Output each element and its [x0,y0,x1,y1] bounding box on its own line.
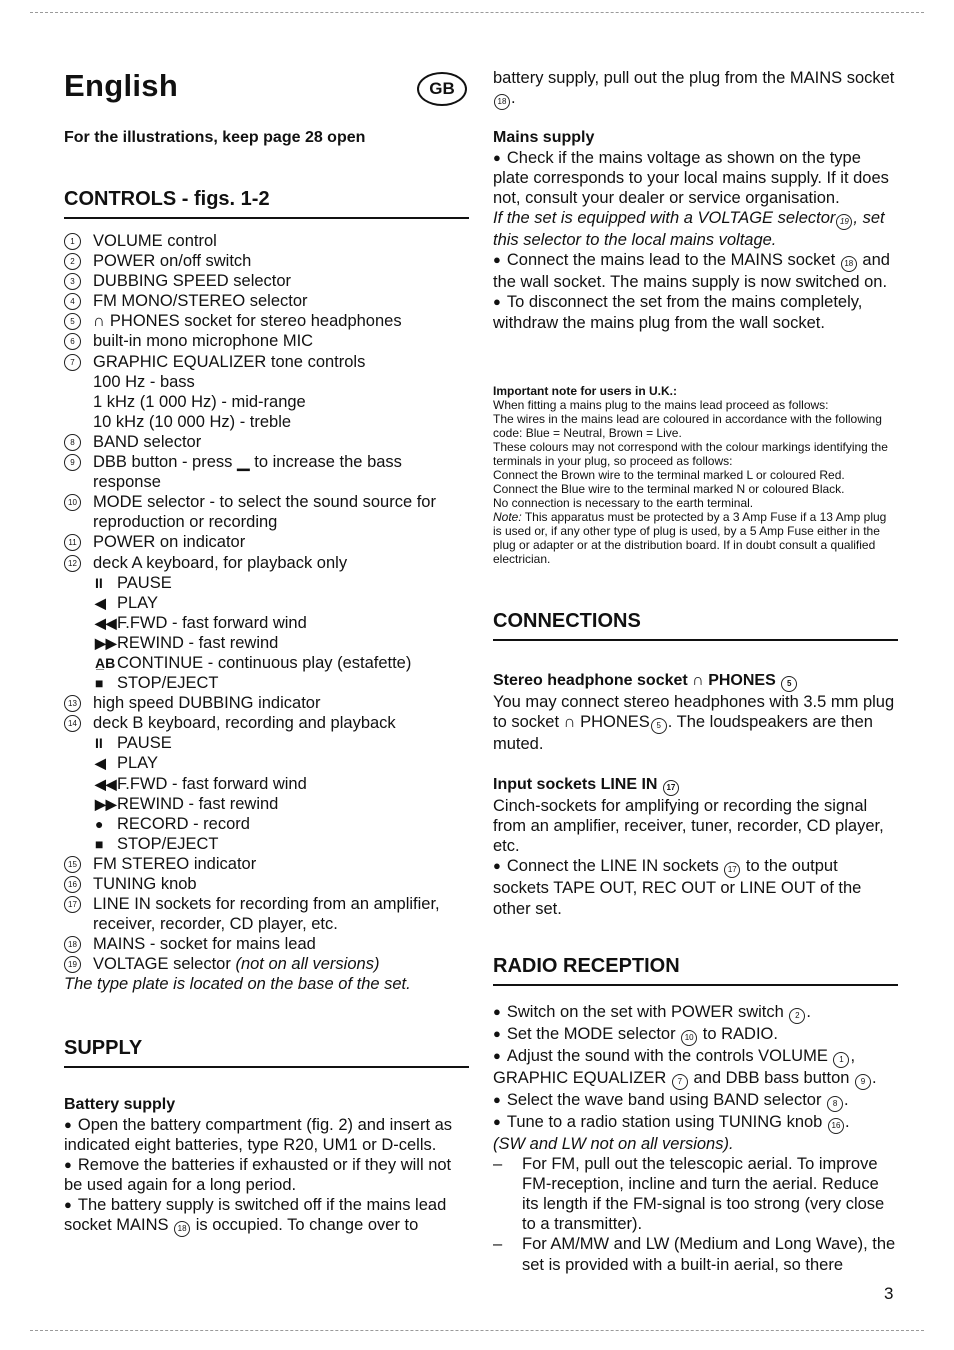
controls-section [64,188,469,995]
control-item: 2 POWER on/off switch [64,251,469,271]
deck-b-key: ● RECORD - record [95,814,250,833]
control-item: 15 FM STEREO indicator [64,854,469,874]
uk-note-line: When fitting a mains plug to the mains lead proceed as follows: [493,398,829,412]
radio-steps [493,1002,898,1275]
line-in-title: Input sockets LINE IN 17 [493,775,898,796]
deck-b-key: ■ STOP/EJECT [95,834,219,853]
fm-aerial-note: – For FM, pull out the telescopic aerial. To improve FM-reception, incline and turn the aerial. Reduce its length if the FM-signal is too strong (very close to a transmitter). [493,1155,885,1234]
deck-a-key: II PAUSE [95,573,172,592]
uk-note-line: Connect the Blue wire to the terminal marked N or coloured Black. [493,482,845,496]
uk-note-line: The wires in the mains lead are coloured in accordance with the following code: Blue = Neutral, Brown = Live. [493,412,882,440]
battery-step: ● Remove the batteries if exhausted or if they will not be used again for a long period. [64,1155,469,1195]
control-item: 4 FM MONO/STEREO selector [64,291,469,311]
mains-step: ● Connect the mains lead to the MAINS socket 18 and the wall socket. The mains supply is now switched on. [493,250,898,292]
control-item: 1 VOLUME control [64,231,469,251]
stop-icon: ■ [95,675,104,692]
deck-b-key: ◀◀F.FWD - fast forward wind [95,774,307,793]
play-icon: ◀ [95,594,106,611]
radio-step: ● Set the MODE selector 10 to RADIO. [493,1024,898,1046]
control-item: 14 deck B keyboard, recording and playback [64,713,469,733]
controls-list [64,231,469,995]
uk-note-line: These colours may not correspond with the colour markings identifying the terminals in your plug, so proceed as follows: [493,440,888,468]
type-plate-note: The type plate is located on the base of the set. [64,975,411,994]
control-item: 6 built-in mono microphone MIC [64,331,469,351]
scan-edge-bottom [30,1330,924,1331]
battery-supply-title: Battery supply [64,1096,176,1113]
radio-step: ● Switch on the set with POWER switch 2 . [493,1002,898,1024]
control-item: 8 BAND selector [64,432,469,452]
language-title: English [64,68,179,103]
headphone-icon: ∩ [93,312,105,331]
rewind-icon: ▶▶ [95,634,117,651]
fast-forward-icon: ◀◀ [95,614,117,631]
mains-step: ● Check if the mains voltage as shown on the type plate corresponds to your local mains supply. If it does not, consult your dealer or service organisation. [493,148,898,208]
deck-a-key: ■ STOP/EJECT [95,674,219,693]
radio-step: ● Adjust the sound with the controls VOLUME 1 , GRAPHIC EQUALIZER 7 and DBB bass button 9 . [493,1046,898,1090]
uk-note-line: No connection is necessary to the earth terminal. [493,496,754,510]
connections-section [493,610,898,919]
connections-heading: CONNECTIONS [493,610,898,641]
line-in-block [493,775,898,918]
uk-fuse-note: Note: This apparatus must be protected by a 3 Amp Fuse if a 13 Amp plug is used or, if any other type of plug is used, by a 5 Amp Fuse either in the plug or adapter or at the distribution board. If in doubt consult a qualified electrician. [493,510,887,566]
supply-heading: SUPPLY [64,1037,469,1068]
headphone-block [493,671,898,754]
control-item: 7 GRAPHIC EQUALIZER tone controls [64,352,469,372]
stop-icon: ■ [95,835,104,852]
pause-icon: II [95,735,103,752]
mains-voltage-note: If the set is equipped with a VOLTAGE selector 19 , set this selector to the local mains voltage. [493,209,885,250]
control-item: 9 DBB button - press ▁ to increase the bass response [64,452,469,492]
control-item: 16 TUNING knob [64,874,469,894]
battery-step: ● The battery supply is switched off if the mains lead socket MAINS 18 is occupied. To change over to [64,1195,469,1237]
uk-note-title: Important note for users in U.K.: [493,384,678,398]
eq-band: 100 Hz - bass [93,372,195,391]
controls-heading: CONTROLS - figs. 1-2 [64,188,469,219]
uk-note-line: Connect the Brown wire to the terminal marked L or coloured Red. [493,468,845,482]
continue-icon: A̲B [95,654,116,671]
line-in-text: Cinch-sockets for amplifying or recording the signal from an amplifier, receiver, tuner, recorder, CD player, etc. [493,797,884,856]
scan-edge-top [30,12,924,13]
illustration-note: For the illustrations, keep page 28 open [64,129,366,146]
uk-note [493,384,898,566]
page-number: 3 [884,1284,894,1303]
radio-section [493,955,898,1275]
deck-a-key: A̲B CONTINUE - continuous play (estafette) [95,653,412,672]
deck-a-key: ◀◀F.FWD - fast forward wind [95,613,307,632]
headphone-icon: ∩ [692,672,704,689]
control-item: 5 ∩ PHONES socket for stereo headphones [64,311,469,331]
battery-supply-block [64,1095,469,1237]
record-icon: ● [95,815,104,832]
control-item: 19 VOLTAGE selector (not on all versions) [64,954,469,974]
battery-step: ● Open the battery compartment (fig. 2) and insert as indicated eight batteries, type R20, UM1 or D-cells. [64,1115,469,1155]
mains-supply-title: Mains supply [493,129,595,146]
headphone-title: Stereo headphone socket ∩ PHONES 5 [493,671,898,692]
control-item: 10 MODE selector - to select the sound source for reproduction or recording [64,492,469,532]
mains-step: ● To disconnect the set from the mains completely, withdraw the mains plug from the wall socket. [493,292,898,332]
headphone-text: You may connect stereo headphones with 3.5 mm plug to socket ∩ PHONES 5 . The loudspeakers are then muted. [493,693,895,754]
am-aerial-note: – For AM/MW and LW (Medium and Long Wave), the set is provided with a built-in aerial, so there [493,1235,896,1274]
control-item: 17 LINE IN sockets for recording from an amplifier, receiver, recorder, CD player, etc. [64,894,469,934]
play-icon: ◀ [95,755,106,772]
line-in-step: ● Connect the LINE IN sockets 17 to the output sockets TAPE OUT, REC OUT or LINE OUT of the other set. [493,856,898,918]
headphone-icon: ∩ [563,713,576,732]
eq-band: 1 kHz (1 000 Hz) - mid-range [93,392,306,411]
control-item: 13 high speed DUBBING indicator [64,693,469,713]
deck-b-key: II PAUSE [95,734,172,753]
control-item: 3 DUBBING SPEED selector [64,271,469,291]
radio-heading: RADIO RECEPTION [493,955,898,986]
eq-band: 10 kHz (10 000 Hz) - treble [93,412,292,431]
control-item: 12 deck A keyboard, for playback only [64,553,469,573]
supply-section [64,1037,469,1237]
control-item: 11 POWER on indicator [64,532,469,552]
control-item: 18 MAINS - socket for mains lead [64,934,469,954]
radio-step: ● Select the wave band using BAND selector 8 . [493,1090,898,1112]
deck-b-key: ◀ PLAY [95,754,158,773]
deck-b-key: ▶▶REWIND - fast rewind [95,794,279,813]
deck-a-key: ◀ PLAY [95,593,158,612]
battery-continued: battery supply, pull out the plug from the MAINS socket 18 . [493,68,898,110]
deck-a-key: ▶▶REWIND - fast rewind [95,633,279,652]
pause-icon: II [95,574,103,591]
rewind-icon: ▶▶ [95,795,117,812]
sw-lw-note: (SW and LW not on all versions). [493,1135,734,1153]
country-badge: GB [417,72,467,106]
mains-supply-block [493,128,898,333]
fast-forward-icon: ◀◀ [95,775,117,792]
radio-step: ● Tune to a radio station using TUNING knob 16 . [493,1112,898,1134]
